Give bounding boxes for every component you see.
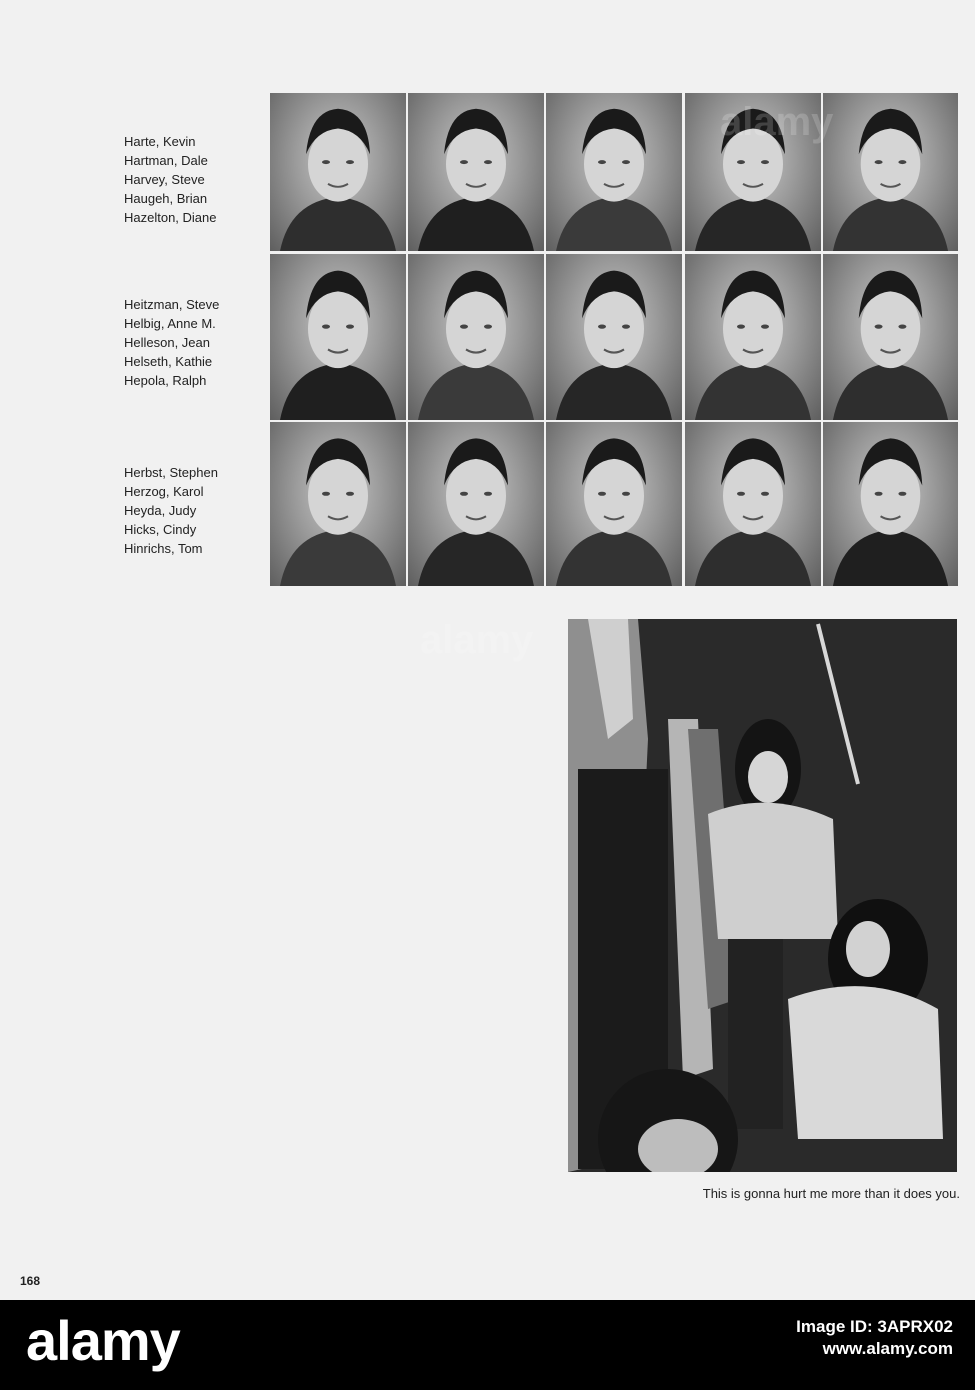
image-id: Image ID: 3APRX02 bbox=[796, 1317, 953, 1336]
alamy-logo: alamy bbox=[26, 1309, 180, 1372]
student-portrait bbox=[685, 422, 821, 586]
student-name: Helbig, Anne M. bbox=[124, 316, 216, 331]
site-url: www.alamy.com bbox=[822, 1339, 953, 1358]
candid-photo bbox=[568, 619, 957, 1172]
student-portrait bbox=[408, 422, 544, 586]
image-info bbox=[796, 1316, 953, 1360]
student-name: Haugeh, Brian bbox=[124, 191, 208, 206]
page-number: 168 bbox=[20, 1274, 41, 1288]
student-portrait bbox=[270, 422, 406, 586]
student-portrait bbox=[270, 93, 406, 251]
name-list-row-3 bbox=[124, 463, 218, 558]
student-name: Hepola, Ralph bbox=[124, 373, 207, 388]
student-name: Heyda, Judy bbox=[124, 503, 197, 518]
name-list-row-1 bbox=[124, 132, 217, 227]
student-name: Hinrichs, Tom bbox=[124, 541, 203, 556]
student-name: Hicks, Cindy bbox=[124, 522, 197, 537]
student-portrait bbox=[408, 254, 544, 420]
candid-photo-illustration bbox=[568, 619, 957, 1172]
student-portrait bbox=[270, 254, 406, 420]
watermark-brand-top: alamy bbox=[720, 100, 834, 144]
student-portrait bbox=[823, 254, 958, 420]
photo-caption: This is gonna hurt me more than it does you. bbox=[702, 1186, 960, 1201]
student-portrait bbox=[546, 254, 682, 420]
student-name: Hazelton, Diane bbox=[124, 210, 217, 225]
watermark-brand-middle: alamy bbox=[420, 618, 534, 662]
stock-footer bbox=[0, 1300, 975, 1390]
student-portrait bbox=[823, 422, 958, 586]
student-portrait bbox=[408, 93, 544, 251]
student-name: Helseth, Kathie bbox=[124, 354, 213, 369]
student-name: Harte, Kevin bbox=[124, 134, 196, 149]
student-name: Hartman, Dale bbox=[124, 153, 208, 168]
student-name: Herzog, Karol bbox=[124, 484, 204, 499]
student-portrait bbox=[546, 422, 682, 586]
student-name: Herbst, Stephen bbox=[124, 465, 218, 480]
student-portrait bbox=[685, 254, 821, 420]
student-name: Harvey, Steve bbox=[124, 172, 205, 187]
name-list-row-2 bbox=[124, 295, 219, 390]
student-name: Heitzman, Steve bbox=[124, 297, 220, 312]
student-portrait bbox=[546, 93, 682, 251]
student-portrait bbox=[823, 93, 958, 251]
student-name: Helleson, Jean bbox=[124, 335, 210, 350]
